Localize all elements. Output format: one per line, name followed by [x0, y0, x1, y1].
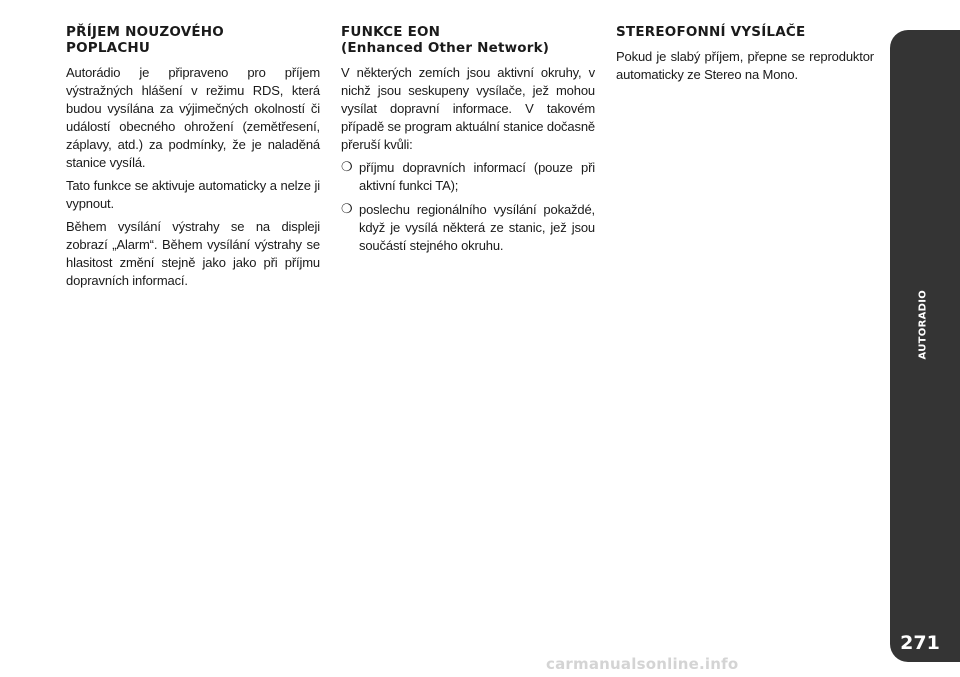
heading-eon-line2: (Enhanced Other Network)	[341, 40, 550, 56]
list-item	[341, 159, 595, 195]
page-number: 271	[900, 632, 940, 654]
heading-alarm	[66, 24, 320, 56]
watermark: carmanualsonline.info	[546, 655, 739, 673]
paragraph: Během vysílání výstrahy se na displeji zobrazí „Alarm“. Během vysílání výstrahy se hlasitost změní stejně jako jako při příjmu dopravních informací.	[66, 219, 320, 288]
paragraph: Pokud je slabý příjem, přepne se reproduktor automaticky ze Stereo na Mono.	[616, 49, 874, 82]
paragraph: Autorádio je připraveno pro příjem výstražných hlášení v režimu RDS, která budou vysílána za výjimečných okolností či událostí obecného ohrožení (zemětřesení, záplavy, atd.) za podmínky, že je naladěná stanice vysílá.	[66, 65, 320, 170]
heading-eon	[341, 24, 595, 56]
paragraph: Tato funkce se aktivuje automaticky a nelze ji vypnout.	[66, 178, 320, 211]
circle-bullet-icon: ❍	[341, 160, 353, 175]
paragraph: V některých zemích jsou aktivní okruhy, v nichž jsou seskupeny vysílače, jež mohou vysílat dopravní informace. V takovém případě se program aktuální stanice dočasně přeruší kvůli:	[341, 65, 595, 152]
column-stereo	[616, 24, 874, 89]
circle-bullet-icon: ❍	[341, 202, 353, 217]
column-eon	[341, 24, 595, 261]
heading-eon-line1: FUNKCE EON	[341, 24, 441, 40]
heading-alarm-line2: POPLACHU	[66, 40, 151, 56]
list-item	[341, 201, 595, 255]
list-item-text: příjmu dopravních informací (pouze při aktivní funkci TA);	[359, 160, 595, 193]
list-item-text: poslechu regionálního vysílání pokaždé, když je vysílá některá ze stanic, jež jsou součástí stejného okruhu.	[359, 202, 595, 253]
column-alarm	[66, 24, 320, 295]
chapter-tab-label: AUTORADIO	[917, 289, 929, 360]
bullet-list	[341, 159, 595, 255]
heading-alarm-line1: PŘÍJEM NOUZOVÉHO	[66, 24, 224, 40]
heading-stereo: STEREOFONNÍ VYSÍLAČE	[616, 24, 806, 40]
